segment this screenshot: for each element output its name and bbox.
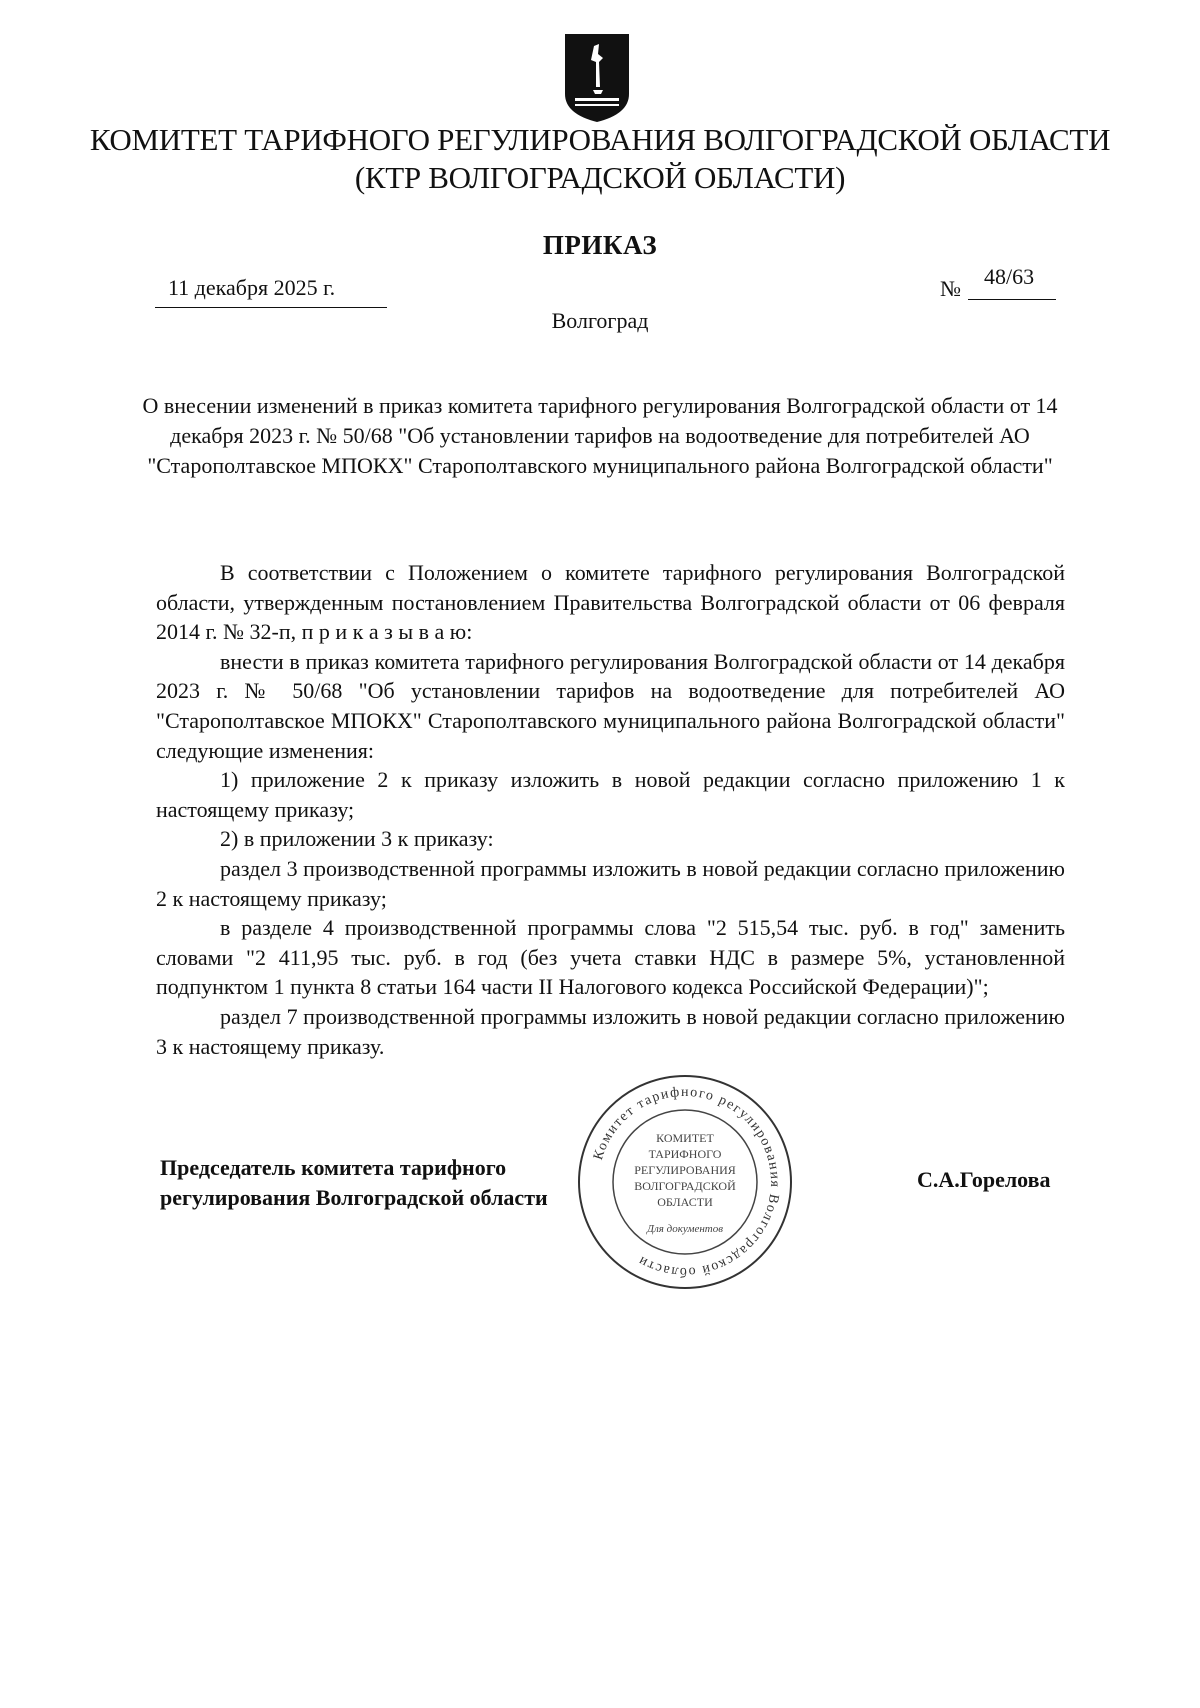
- order-body: [156, 558, 1065, 1061]
- svg-text:Для документов: Для документов: [646, 1223, 724, 1235]
- signatory-title-line: регулирования Волгоградской области: [160, 1185, 548, 1210]
- svg-text:КОМИТЕТ: КОМИТЕТ: [656, 1131, 714, 1145]
- number-underline: [968, 299, 1056, 300]
- signatory-name: С.А.Горелова: [917, 1167, 1051, 1192]
- order-city: Волгоград: [551, 308, 649, 333]
- body-paragraph: 1) приложение 2 к приказу изложить в новой редакции согласно приложению 1 к настоящему приказу;: [156, 767, 1065, 822]
- signatory-title: [160, 1153, 548, 1213]
- order-subject: О внесении изменений в приказ комитета тарифного регулирования Волгоградской области от 14 декабря 2023 г. № 50/68 "Об установлении тарифов на водоотведение для потребителей АО "Старополтавское МПОКХ" Старополтавского муниципального района Волгоградской области": [142, 393, 1058, 478]
- svg-text:ВОЛГОГРАДСКОЙ: ВОЛГОГРАДСКОЙ: [634, 1179, 736, 1193]
- svg-text:ОБЛАСТИ: ОБЛАСТИ: [657, 1195, 713, 1209]
- svg-text:ТАРИФНОГО: ТАРИФНОГО: [648, 1147, 722, 1161]
- official-stamp: [575, 1072, 795, 1292]
- svg-text:РЕГУЛИРОВАНИЯ: РЕГУЛИРОВАНИЯ: [634, 1163, 736, 1177]
- body-paragraph: внести в приказ комитета тарифного регулирования Волгоградской области от 14 декабря 2023 г. № 50/68 "Об установлении тарифов на водоотведение для потребителей АО "Старополтавское МПОКХ" Старополтавского муниципального района Волгоградской области" следующие изменения:: [156, 648, 1065, 763]
- body-paragraph: раздел 3 производственной программы изложить в новой редакции согласно приложению 2 к настоящему приказу;: [156, 855, 1065, 911]
- body-paragraph: раздел 7 производственной программы изложить в новой редакции согласно приложению 3 к настоящему приказу.: [156, 1003, 1065, 1059]
- svg-text:Комитет тарифного регулировани: Комитет тарифного регулирования Волгоградской области: [591, 1084, 783, 1280]
- order-date: 11 декабря 2025 г.: [168, 275, 336, 300]
- body-paragraph: 2) в приложении 3 к приказу:: [220, 826, 494, 852]
- body-paragraph: в разделе 4 производственной программы слова "2 515,54 тыс. руб. в год" заменить словами "2 411,95 тыс. руб. в год (без учета ставки НДС в размере 5%, установленной подпунктом 1 пункта 8 статьи 164 части II Налогового кодекса Российской Федерации)";: [156, 915, 1065, 1000]
- document-title: ПРИКАЗ: [542, 230, 658, 260]
- order-number: 48/63: [984, 264, 1035, 289]
- volgograd-emblem-icon: [563, 32, 631, 124]
- order-number-label: №: [940, 276, 961, 301]
- organization-abbreviation: (КТР ВОЛГОГРАДСКОЙ ОБЛАСТИ): [354, 160, 846, 195]
- organization-name: КОМИТЕТ ТАРИФНОГО РЕГУЛИРОВАНИЯ ВОЛГОГРАДСКОЙ ОБЛАСТИ: [89, 122, 1111, 157]
- body-paragraph: В соответствии с Положением о комитете тарифного регулирования Волгоградской области, утвержденным постановлением Правительства Волгоградской области от 06 февраля 2014 г. № 32-п, п р и к а з ы в а ю:: [156, 560, 1065, 645]
- signatory-title-line: Председатель комитета тарифного: [160, 1155, 507, 1180]
